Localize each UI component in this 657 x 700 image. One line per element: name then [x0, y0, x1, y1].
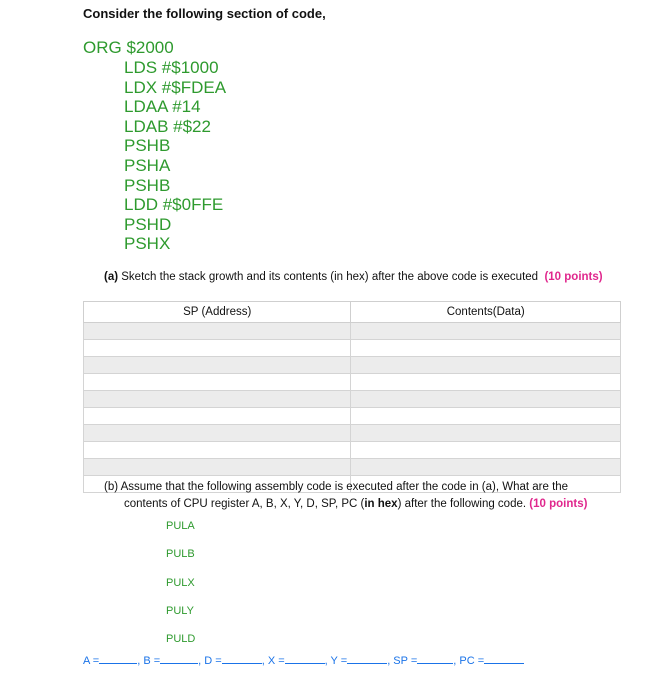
table-cell[interactable] [84, 374, 351, 391]
table-row [84, 340, 621, 357]
answer-blank-x[interactable] [285, 653, 325, 664]
code-line: LDD #$0FFE [124, 195, 224, 215]
code-block [124, 58, 226, 254]
answer-blank-pc[interactable] [484, 653, 524, 664]
question-b-line1 [104, 479, 587, 496]
answer-label-b: , B = [137, 655, 161, 667]
answer-blank-a[interactable] [99, 653, 137, 664]
question-a [104, 271, 603, 283]
pull-instruction: PULB [166, 548, 195, 561]
table-row [84, 374, 621, 391]
pull-instruction: PULX [166, 576, 195, 589]
table-cell[interactable] [84, 442, 351, 459]
question-b-text-pre: contents of CPU register A, B, X, Y, D, SP, PC ( [124, 498, 365, 510]
question-b-label: (b) [104, 481, 119, 493]
question-b-line2 [104, 496, 587, 513]
table-row [84, 425, 621, 442]
stack-table [83, 301, 621, 493]
answer-blank-y[interactable] [347, 653, 387, 664]
question-b [104, 479, 587, 513]
pull-instruction: PULY [166, 604, 194, 617]
code-line: PSHA [124, 155, 171, 175]
pull-instruction: PULD [166, 633, 196, 646]
page-title: Consider the following section of code, [83, 6, 326, 21]
table-row [84, 391, 621, 408]
table-cell[interactable] [351, 408, 621, 425]
table-cell[interactable] [84, 425, 351, 442]
code-line: PSHB [124, 175, 171, 195]
question-b-text: Assume that the following assembly code is executed after the code in (a), What are the [120, 481, 569, 493]
table-cell[interactable] [84, 323, 351, 340]
table-row [84, 459, 621, 476]
answer-label-x: , X = [261, 655, 285, 667]
table-cell[interactable] [351, 323, 621, 340]
question-b-points: (10 points) [529, 498, 588, 510]
question-a-text: Sketch the stack growth and its contents (in hex) after the above code is executed [121, 271, 539, 283]
answer-label-y: , Y = [324, 655, 348, 667]
table-cell[interactable] [84, 340, 351, 357]
answer-label-pc: , PC = [453, 655, 485, 667]
code-line: PSHD [124, 214, 172, 234]
question-a-label: (a) [104, 271, 119, 283]
table-cell[interactable] [84, 459, 351, 476]
table-cell[interactable] [351, 391, 621, 408]
code-line: PSHX [124, 234, 171, 254]
answer-label-sp: , SP = [387, 655, 418, 667]
register-answers [83, 653, 524, 667]
table-cell[interactable] [351, 442, 621, 459]
answer-label-a: A = [83, 655, 100, 667]
code-org-line: ORG $2000 [83, 38, 174, 57]
answer-blank-b[interactable] [160, 653, 198, 664]
table-cell[interactable] [84, 408, 351, 425]
table-cell[interactable] [351, 425, 621, 442]
table-row [84, 442, 621, 459]
table-cell[interactable] [84, 391, 351, 408]
table-row [84, 408, 621, 425]
code-line: LDX #$FDEA [124, 77, 227, 97]
column-header-contents: Contents(Data) [351, 302, 621, 323]
code-line: LDAA #14 [124, 97, 201, 117]
table-cell[interactable] [351, 340, 621, 357]
table-cell[interactable] [351, 459, 621, 476]
table-cell[interactable] [351, 357, 621, 374]
answer-label-d: , D = [198, 655, 222, 667]
table-row [84, 357, 621, 374]
answer-blank-sp[interactable] [417, 653, 453, 664]
answer-blank-d[interactable] [222, 653, 262, 664]
question-b-text-post: ) after the following code. [397, 498, 527, 510]
column-header-sp-address: SP (Address) [84, 302, 351, 323]
table-row [84, 323, 621, 340]
question-b-text-bold: in hex [364, 498, 398, 510]
pull-code-list [166, 512, 195, 653]
table-cell[interactable] [351, 374, 621, 391]
code-line: LDAB #$22 [124, 116, 211, 136]
pull-instruction: PULA [166, 520, 195, 532]
code-line: PSHB [124, 136, 171, 156]
code-line: LDS #$1000 [124, 58, 219, 77]
question-a-points: (10 points) [544, 271, 603, 283]
table-cell[interactable] [84, 357, 351, 374]
